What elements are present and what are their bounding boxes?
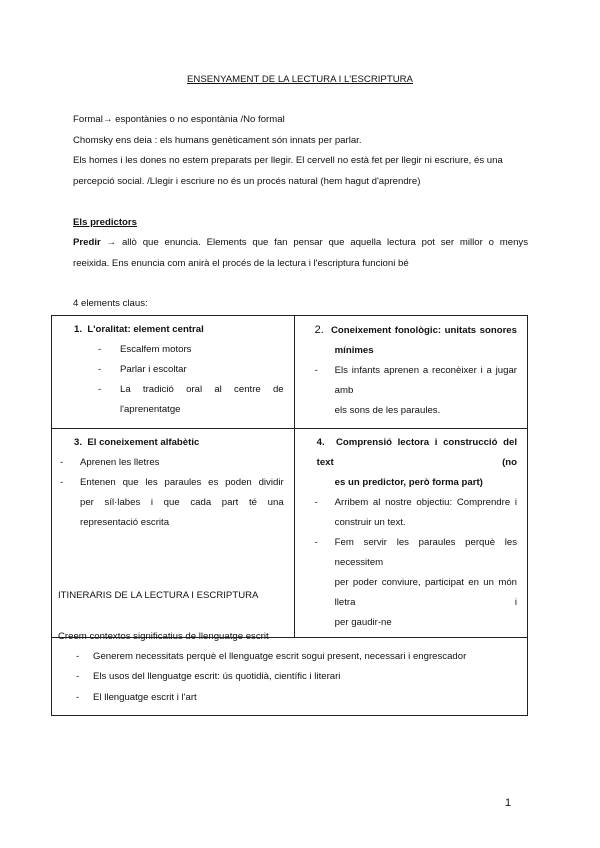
list-item bbox=[303, 361, 517, 401]
elements-intro: 4 elements claus: bbox=[73, 298, 148, 309]
intro-line-homes: Els homes i les dones no estem preparats per llegir. El cervell no està fet per llegir ni escriure, és una bbox=[73, 155, 503, 166]
dash: - bbox=[60, 477, 64, 488]
predir-term: Predir bbox=[73, 237, 101, 248]
cell1-item-text: Escalfem motors bbox=[120, 344, 192, 355]
dash: - bbox=[76, 692, 80, 703]
cell1-item-text: l'aprenentatge bbox=[120, 404, 181, 415]
cell4-item-text: Arribem al nostre objectiu: Comprendre i bbox=[334, 497, 517, 508]
cell4-item-text: construir un text. bbox=[334, 517, 406, 528]
predir-text: allò que enuncia. Elements que fan pensar que aquella lectura pot ser millor o menys bbox=[121, 237, 528, 248]
itineraris-subheading: Creem contextos significatius de llenguatge escrit bbox=[58, 631, 269, 642]
list-item bbox=[60, 380, 284, 400]
list-item bbox=[303, 533, 517, 573]
cell3-title bbox=[60, 433, 284, 453]
predir-paragraph-line1 bbox=[73, 236, 528, 249]
cell2-number: 2. bbox=[314, 324, 324, 336]
cell3-item-text: Entenen que les paraules es poden dividir bbox=[80, 477, 284, 488]
dash: - bbox=[98, 364, 102, 375]
intro-line-formal: Formal→ espontànies o no espontània /No formal bbox=[73, 114, 285, 125]
cell1-title bbox=[60, 320, 284, 340]
cell1-item-text: Parlar i escoltar bbox=[120, 364, 187, 375]
cell4-title bbox=[303, 433, 517, 473]
cell4-number: 4. bbox=[316, 437, 325, 448]
cell4-item-text: per gaudir-ne bbox=[334, 617, 392, 628]
cell2-item-text-2: els sons de les paraules. bbox=[334, 405, 441, 416]
cell3-number: 3. bbox=[74, 437, 83, 448]
list-item bbox=[60, 453, 284, 473]
dash: - bbox=[314, 537, 318, 548]
itineraris-item-text: Generem necessitats perquè el llenguatge escrit sogui present, necessari i engrescador bbox=[93, 651, 467, 662]
cell4-item-text: per poder conviure, participat en un món lletra i bbox=[334, 577, 517, 608]
intro-line-percepcio: percepció social. /Llegir i escriure no és un procés natural (hem hagut d'aprendre) bbox=[73, 176, 421, 187]
cell3-item-text: representació escrita bbox=[80, 517, 170, 528]
dash: - bbox=[314, 497, 318, 508]
list-item bbox=[303, 493, 517, 513]
list-item bbox=[60, 360, 284, 380]
cell2-title-text: Coneixement fonològic: unitats sonores bbox=[330, 325, 517, 336]
cell2-title bbox=[303, 320, 517, 341]
itineraris-item-text: Els usos del llenguatge escrit: ús quotidià, científic i literari bbox=[93, 671, 341, 682]
list-item bbox=[76, 691, 516, 704]
dash: - bbox=[98, 344, 102, 355]
predir-arrow: → bbox=[106, 237, 117, 248]
list-item-continuation bbox=[60, 493, 284, 513]
cell4-title-text-2: es un predictor, però forma part) bbox=[334, 477, 483, 488]
itineraris-heading: ITINERARIS DE LA LECTURA I ESCRIPTURA bbox=[58, 590, 259, 601]
dash: - bbox=[76, 651, 80, 662]
cell4-title-text: Comprensió lectora i construcció del text (no bbox=[316, 437, 517, 468]
page-number: 1 bbox=[505, 797, 512, 809]
itineraris-item-text: El llenguatge escrit i l'art bbox=[93, 692, 197, 703]
cell3-title-text: El coneixement alfabètic bbox=[87, 437, 200, 448]
dash: - bbox=[76, 671, 80, 682]
cell2-title-text-2: mínimes bbox=[334, 345, 374, 356]
predir-paragraph-line2: reeixida. Ens enuncia com anirà el procés de la lectura i l'escriptura funcioni bé bbox=[73, 258, 409, 269]
cell1-item-text: La tradició oral al centre de bbox=[120, 384, 284, 395]
cell1-number: 1. bbox=[74, 324, 83, 335]
intro-line-chomsky: Chomsky ens deia : els humans genèticament són innats per parlar. bbox=[73, 135, 362, 146]
dash: - bbox=[60, 457, 64, 468]
dash: - bbox=[98, 384, 102, 395]
document-title: ENSENYAMENT DE LA LECTURA I L'ESCRIPTURA bbox=[187, 74, 413, 85]
list-item bbox=[76, 670, 516, 683]
itineraris-box bbox=[51, 581, 528, 716]
cell4-item-text: Fem servir les paraules perquè les necessitem bbox=[334, 537, 517, 568]
cell3-item-text: per síl·labes i que cada part té una bbox=[80, 497, 284, 508]
dash: - bbox=[314, 365, 318, 376]
cell-fonologic bbox=[294, 316, 527, 429]
cell3-item-text: Aprenen les lletres bbox=[80, 457, 160, 468]
cell-oralitat bbox=[52, 316, 295, 429]
list-item-continuation bbox=[60, 400, 284, 420]
cell2-item-text: Els infants aprenen a reconèixer i a jugar amb bbox=[334, 365, 517, 396]
list-item bbox=[76, 650, 516, 663]
list-item bbox=[60, 340, 284, 360]
predictors-heading: Els predictors bbox=[73, 217, 137, 228]
cell1-title-text: L'oralitat: element central bbox=[87, 324, 204, 335]
list-item-continuation bbox=[60, 513, 284, 533]
list-item bbox=[60, 473, 284, 493]
